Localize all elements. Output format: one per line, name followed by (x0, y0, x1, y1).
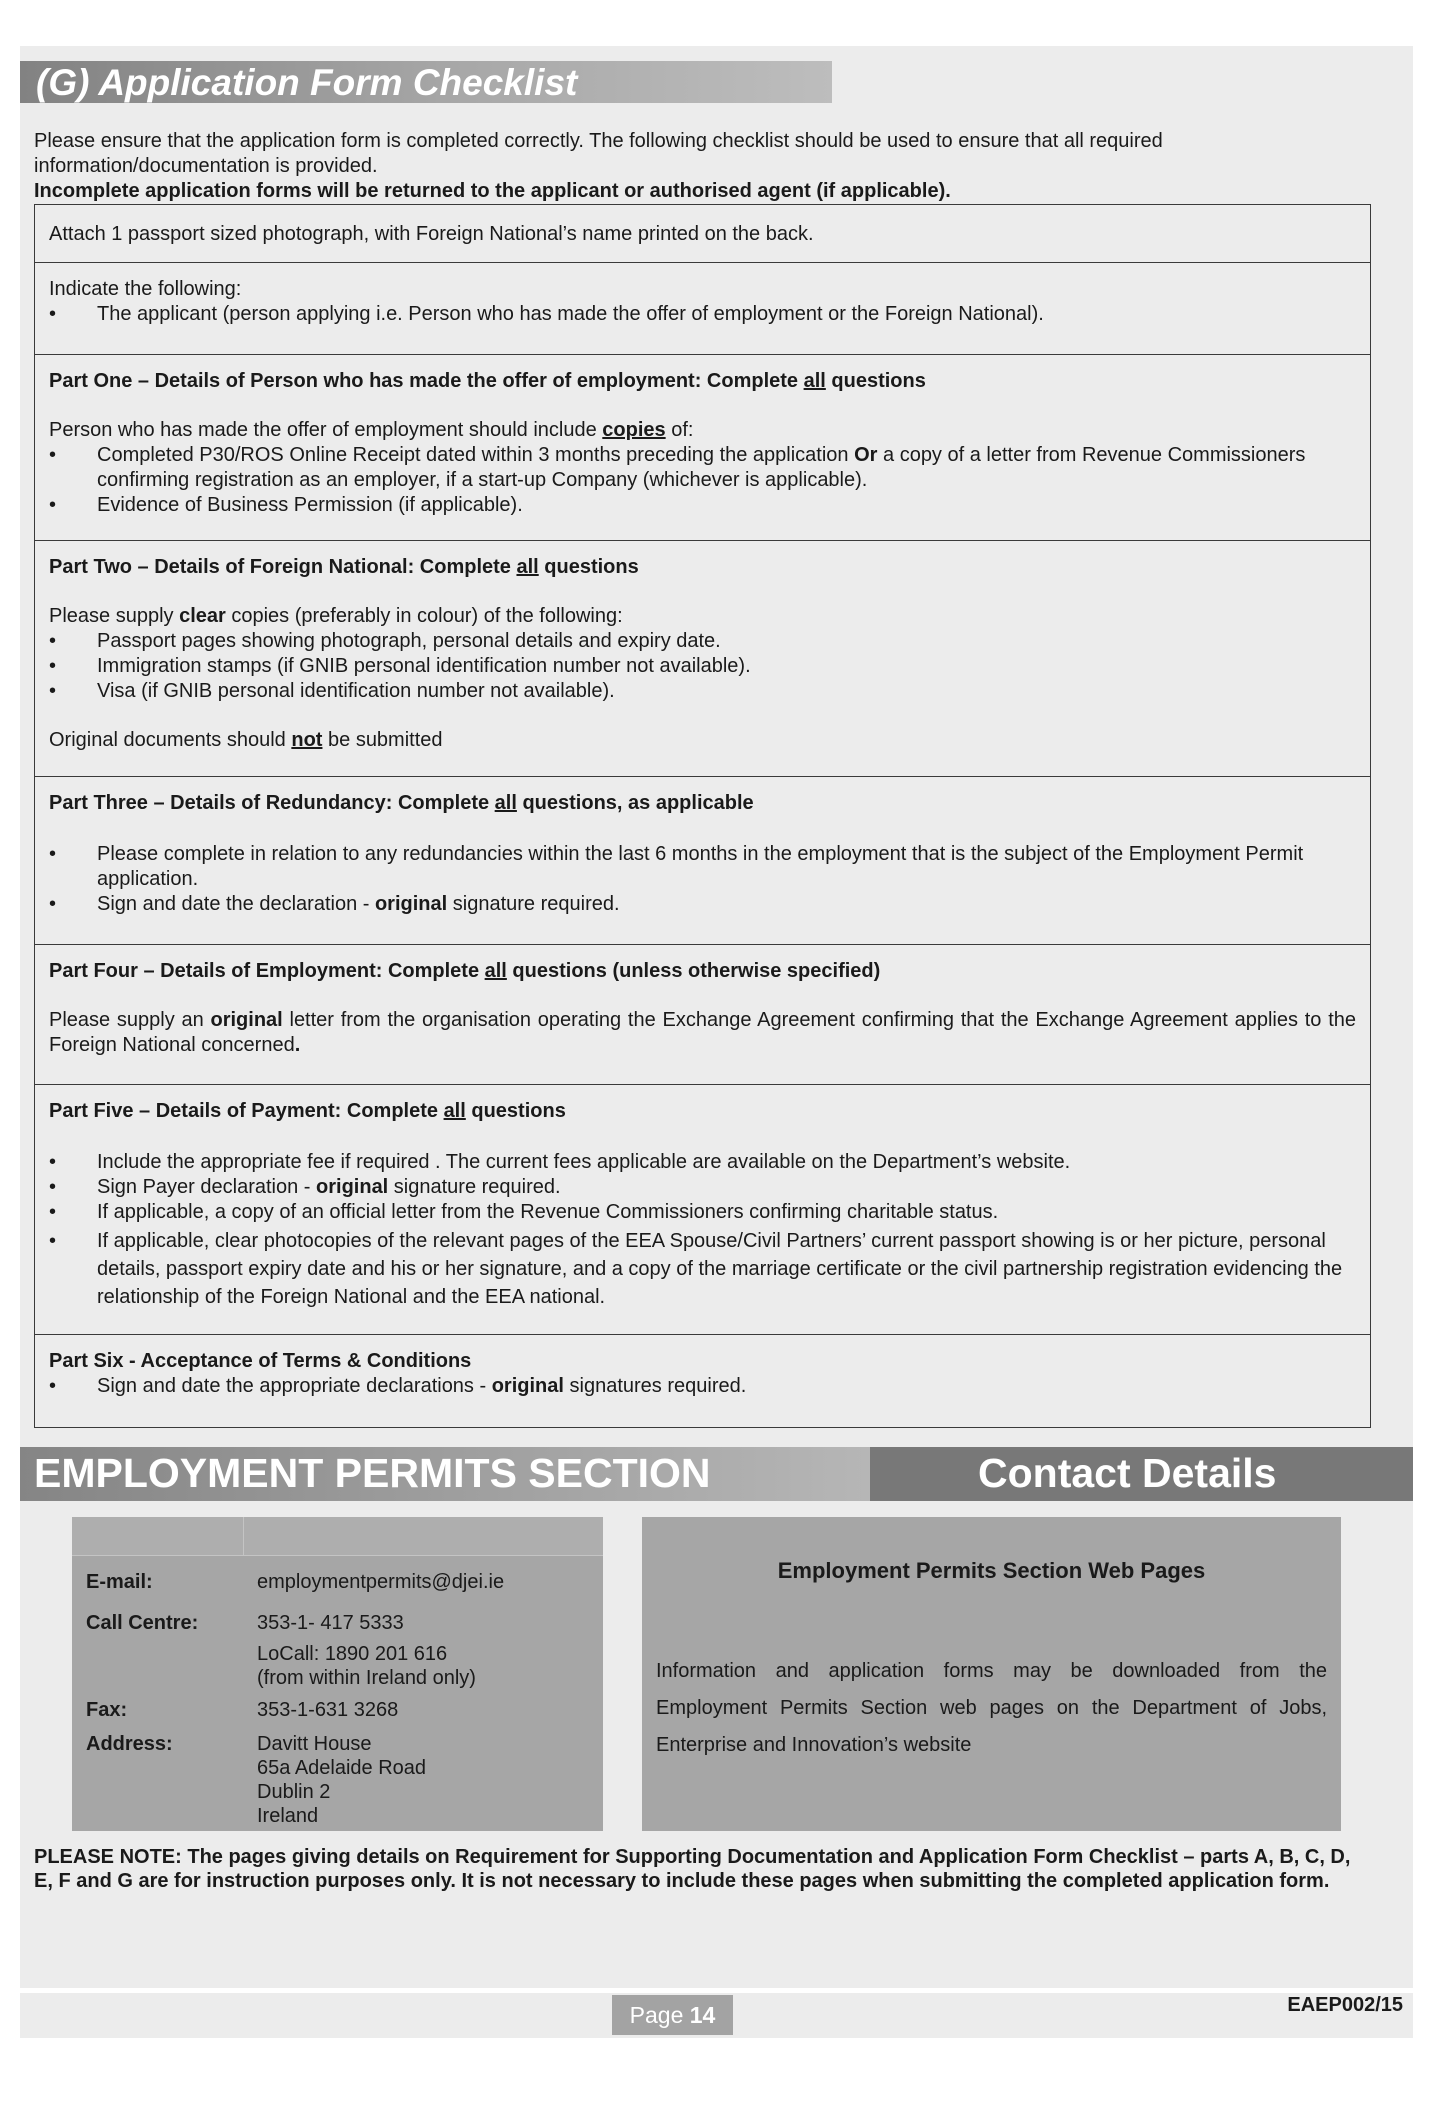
web-pages-text: Information and application forms may be downloaded from the Employment Permits Section web pages on the Department of Jobs, Enterprise and Innovation’s website (656, 1660, 1327, 1756)
section-title: (G) Application Form Checklist (36, 62, 578, 103)
photo-instruction: Attach 1 passport sized photograph, with Foreign National’s name printed on the back. (49, 223, 814, 245)
please-note: PLEASE NOTE: The pages giving details on Requirement for Supporting Documentation and Application Form Checklist – parts A, B, C, D, E, F and G are for instruction purposes only. It is not necessary to include these pages when submitting the completed application form. (34, 1846, 1351, 1892)
fax-value: 353-1-631 3268 (257, 1699, 399, 1721)
part-four-text (49, 1008, 1356, 1058)
checklist-row-indicate (35, 263, 1370, 355)
checklist-table (34, 204, 1371, 1428)
page-number: 14 (689, 2002, 716, 2028)
part-three-item2-text: Sign and date the declaration - (97, 893, 375, 915)
part-two-lead-emphasis: clear (179, 605, 226, 627)
part-one-lead-tail: of: (665, 419, 694, 441)
email-label: E-mail: (86, 1571, 153, 1593)
address-line: Dublin 2 (257, 1781, 331, 1803)
list-item (49, 1150, 1356, 1175)
part-six-item-tail: signatures required. (563, 1375, 747, 1397)
checklist-row-part-two (35, 541, 1370, 777)
web-pages-title: Employment Permits Section Web Pages (777, 1558, 1206, 1583)
part-two-item-text: Immigration stamps (if GNIB personal identification number not available). (97, 655, 751, 677)
part-one-lead (49, 418, 1356, 443)
part-five-item3-text: If applicable, a copy of an official letter from the Revenue Commissioners confirming charitable status. (97, 1201, 999, 1223)
list-item (49, 892, 1356, 917)
checklist-row-part-five (35, 1085, 1370, 1335)
part-one-lead-emphasis: copies (602, 419, 666, 441)
call-centre-label: Call Centre: (86, 1612, 199, 1634)
checklist-row-part-three (35, 777, 1370, 945)
part-two-heading-tail: questions (538, 556, 639, 578)
part-five-heading-text: Part Five – Details of Payment: Complete (49, 1100, 444, 1122)
part-two-lead-tail: copies (preferably in colour) of the following: (225, 605, 623, 627)
fax-label: Fax: (86, 1699, 128, 1721)
document-code: EAEP002/15 (1287, 1994, 1403, 2016)
list-item (49, 443, 1356, 493)
list-item (49, 629, 1356, 654)
part-four-heading-text: Part Four – Details of Employment: Complete (49, 960, 485, 982)
call-centre-value: 353-1- 417 5333 (257, 1612, 404, 1634)
part-six-heading: Part Six - Acceptance of Terms & Conditions (49, 1350, 472, 1372)
list-item (49, 1175, 1356, 1200)
contact-details-title: Contact Details (978, 1450, 1277, 1496)
checklist-row-part-six (35, 1335, 1370, 1427)
address-label: Address: (86, 1733, 173, 1755)
contact-info-box (72, 1517, 603, 1831)
part-two-item-text: Passport pages showing photograph, personal details and expiry date. (97, 630, 721, 652)
part-one-item1-text: Completed P30/ROS Online Receipt dated within 3 months preceding the application (97, 444, 855, 466)
section-header (20, 61, 832, 103)
checklist-row-photo (35, 205, 1370, 263)
part-three-heading-emphasis: all (494, 792, 517, 814)
list-item (49, 654, 1356, 679)
part-four-text-lead: Please supply an (49, 1009, 211, 1031)
part-one-lead-text: Person who has made the offer of employment should include (49, 419, 603, 441)
part-one-item2-text: Evidence of Business Permission (if applicable). (97, 494, 523, 516)
contact-details-banner (870, 1447, 1413, 1501)
address-line: Ireland (257, 1805, 319, 1827)
list-item (49, 1227, 1356, 1311)
part-one-heading-text: Part One – Details of Person who has made the offer of employment: Complete (49, 370, 804, 392)
part-five-item2-tail: signature required. (388, 1176, 561, 1198)
employment-permits-banner (20, 1447, 870, 1501)
part-five-item4-text: If applicable, clear photocopies of the relevant pages of the EEA Spouse/Civil Partners’ current passport showing is or her picture, personal details, passport expiry date and his or her signature, and a copy of the marriage certificate or the civil partnership registration evidencing the relationship of the Foreign National and the EEA national. (97, 1230, 1343, 1308)
part-three-heading-tail: questions, as applicable (516, 792, 754, 814)
address-line: Davitt House (257, 1733, 372, 1755)
part-four-text-end: . (294, 1034, 301, 1056)
locall-value: LoCall: 1890 201 616 (257, 1643, 448, 1665)
part-five-item1-text: Include the appropriate fee if required . The current fees applicable are available on the Department’s website. (97, 1151, 1071, 1173)
part-two-originals-note (49, 728, 1356, 753)
part-five-heading-tail: questions (465, 1100, 566, 1122)
part-one-item1-or: Or (854, 444, 878, 466)
part-five-heading-emphasis: all (443, 1100, 466, 1122)
email-value[interactable]: employmentpermits@djei.ie (257, 1571, 505, 1593)
part-two-note-tail: be submitted (322, 729, 443, 751)
part-five-heading (49, 1099, 1356, 1124)
part-two-lead-text: Please supply (49, 605, 180, 627)
part-three-heading (49, 791, 1356, 816)
part-one-heading (49, 369, 1356, 394)
part-two-heading-emphasis: all (516, 556, 539, 578)
locall-note: (from within Ireland only) (257, 1667, 476, 1689)
part-two-heading-text: Part Two – Details of Foreign National: Complete (49, 556, 517, 578)
part-four-text-emphasis: original (210, 1009, 283, 1031)
contact-box-divider (243, 1517, 244, 1555)
part-two-lead (49, 604, 1356, 629)
part-six-item-emphasis: original (491, 1375, 564, 1397)
indicate-item: The applicant (person applying i.e. Person who has made the offer of employment or the Foreign National). (97, 303, 1044, 325)
list-item (49, 1374, 1356, 1399)
intro-paragraph (34, 129, 1394, 204)
part-five-item2-text: Sign Payer declaration - (97, 1176, 317, 1198)
part-two-note-emphasis: not (291, 729, 323, 751)
checklist-row-part-one (35, 355, 1370, 541)
list-item (49, 842, 1356, 892)
web-pages-box (642, 1517, 1341, 1831)
intro-text: Please ensure that the application form is completed correctly. The following checklist should be used to ensure that all required information/documentation is provided. (34, 130, 1163, 177)
part-four-heading-tail: questions (unless otherwise specified) (506, 960, 881, 982)
part-two-heading (49, 555, 1356, 580)
part-four-heading (49, 959, 1356, 984)
address-line: 65a Adelaide Road (257, 1757, 427, 1779)
part-one-heading-tail: questions (825, 370, 926, 392)
part-five-item2-emphasis: original (316, 1176, 389, 1198)
part-six-item-text: Sign and date the appropriate declarations - (97, 1375, 492, 1397)
part-four-text-body: letter from the organisation operating the Exchange Agreement confirming that the Exchange Agreement applies to the Foreign National concerned (49, 1009, 1356, 1056)
contact-box-header-strip (72, 1517, 603, 1556)
part-three-item1-text: Please complete in relation to any redundancies within the last 6 months in the employment that is the subject of the Employment Permit application. (97, 843, 1304, 890)
page-number-badge (612, 1995, 733, 2035)
page-label: Page (629, 2002, 684, 2028)
part-three-item2-tail: signature required. (447, 893, 620, 915)
part-four-heading-emphasis: all (484, 960, 507, 982)
list-item (49, 679, 1356, 704)
checklist-row-part-four (35, 945, 1370, 1085)
list-item (49, 302, 1356, 327)
part-one-heading-emphasis: all (803, 370, 826, 392)
intro-warning: Incomplete application forms will be returned to the applicant or authorised agent (if applicable). (34, 180, 951, 202)
list-item (49, 1200, 1356, 1225)
part-two-item-text: Visa (if GNIB personal identification number not available). (97, 680, 615, 702)
list-item (49, 493, 1356, 518)
part-two-note-text: Original documents should (49, 729, 292, 751)
indicate-lead: Indicate the following: (49, 278, 242, 300)
part-one-item1-tail: a copy of a letter from Revenue Commissioners confirming registration as an employer, if a start-up Company (whichever is applicable). (97, 444, 1306, 491)
part-three-item2-emphasis: original (374, 893, 448, 915)
employment-permits-title: EMPLOYMENT PERMITS SECTION (34, 1450, 711, 1496)
part-three-heading-text: Part Three – Details of Redundancy: Complete (49, 792, 495, 814)
